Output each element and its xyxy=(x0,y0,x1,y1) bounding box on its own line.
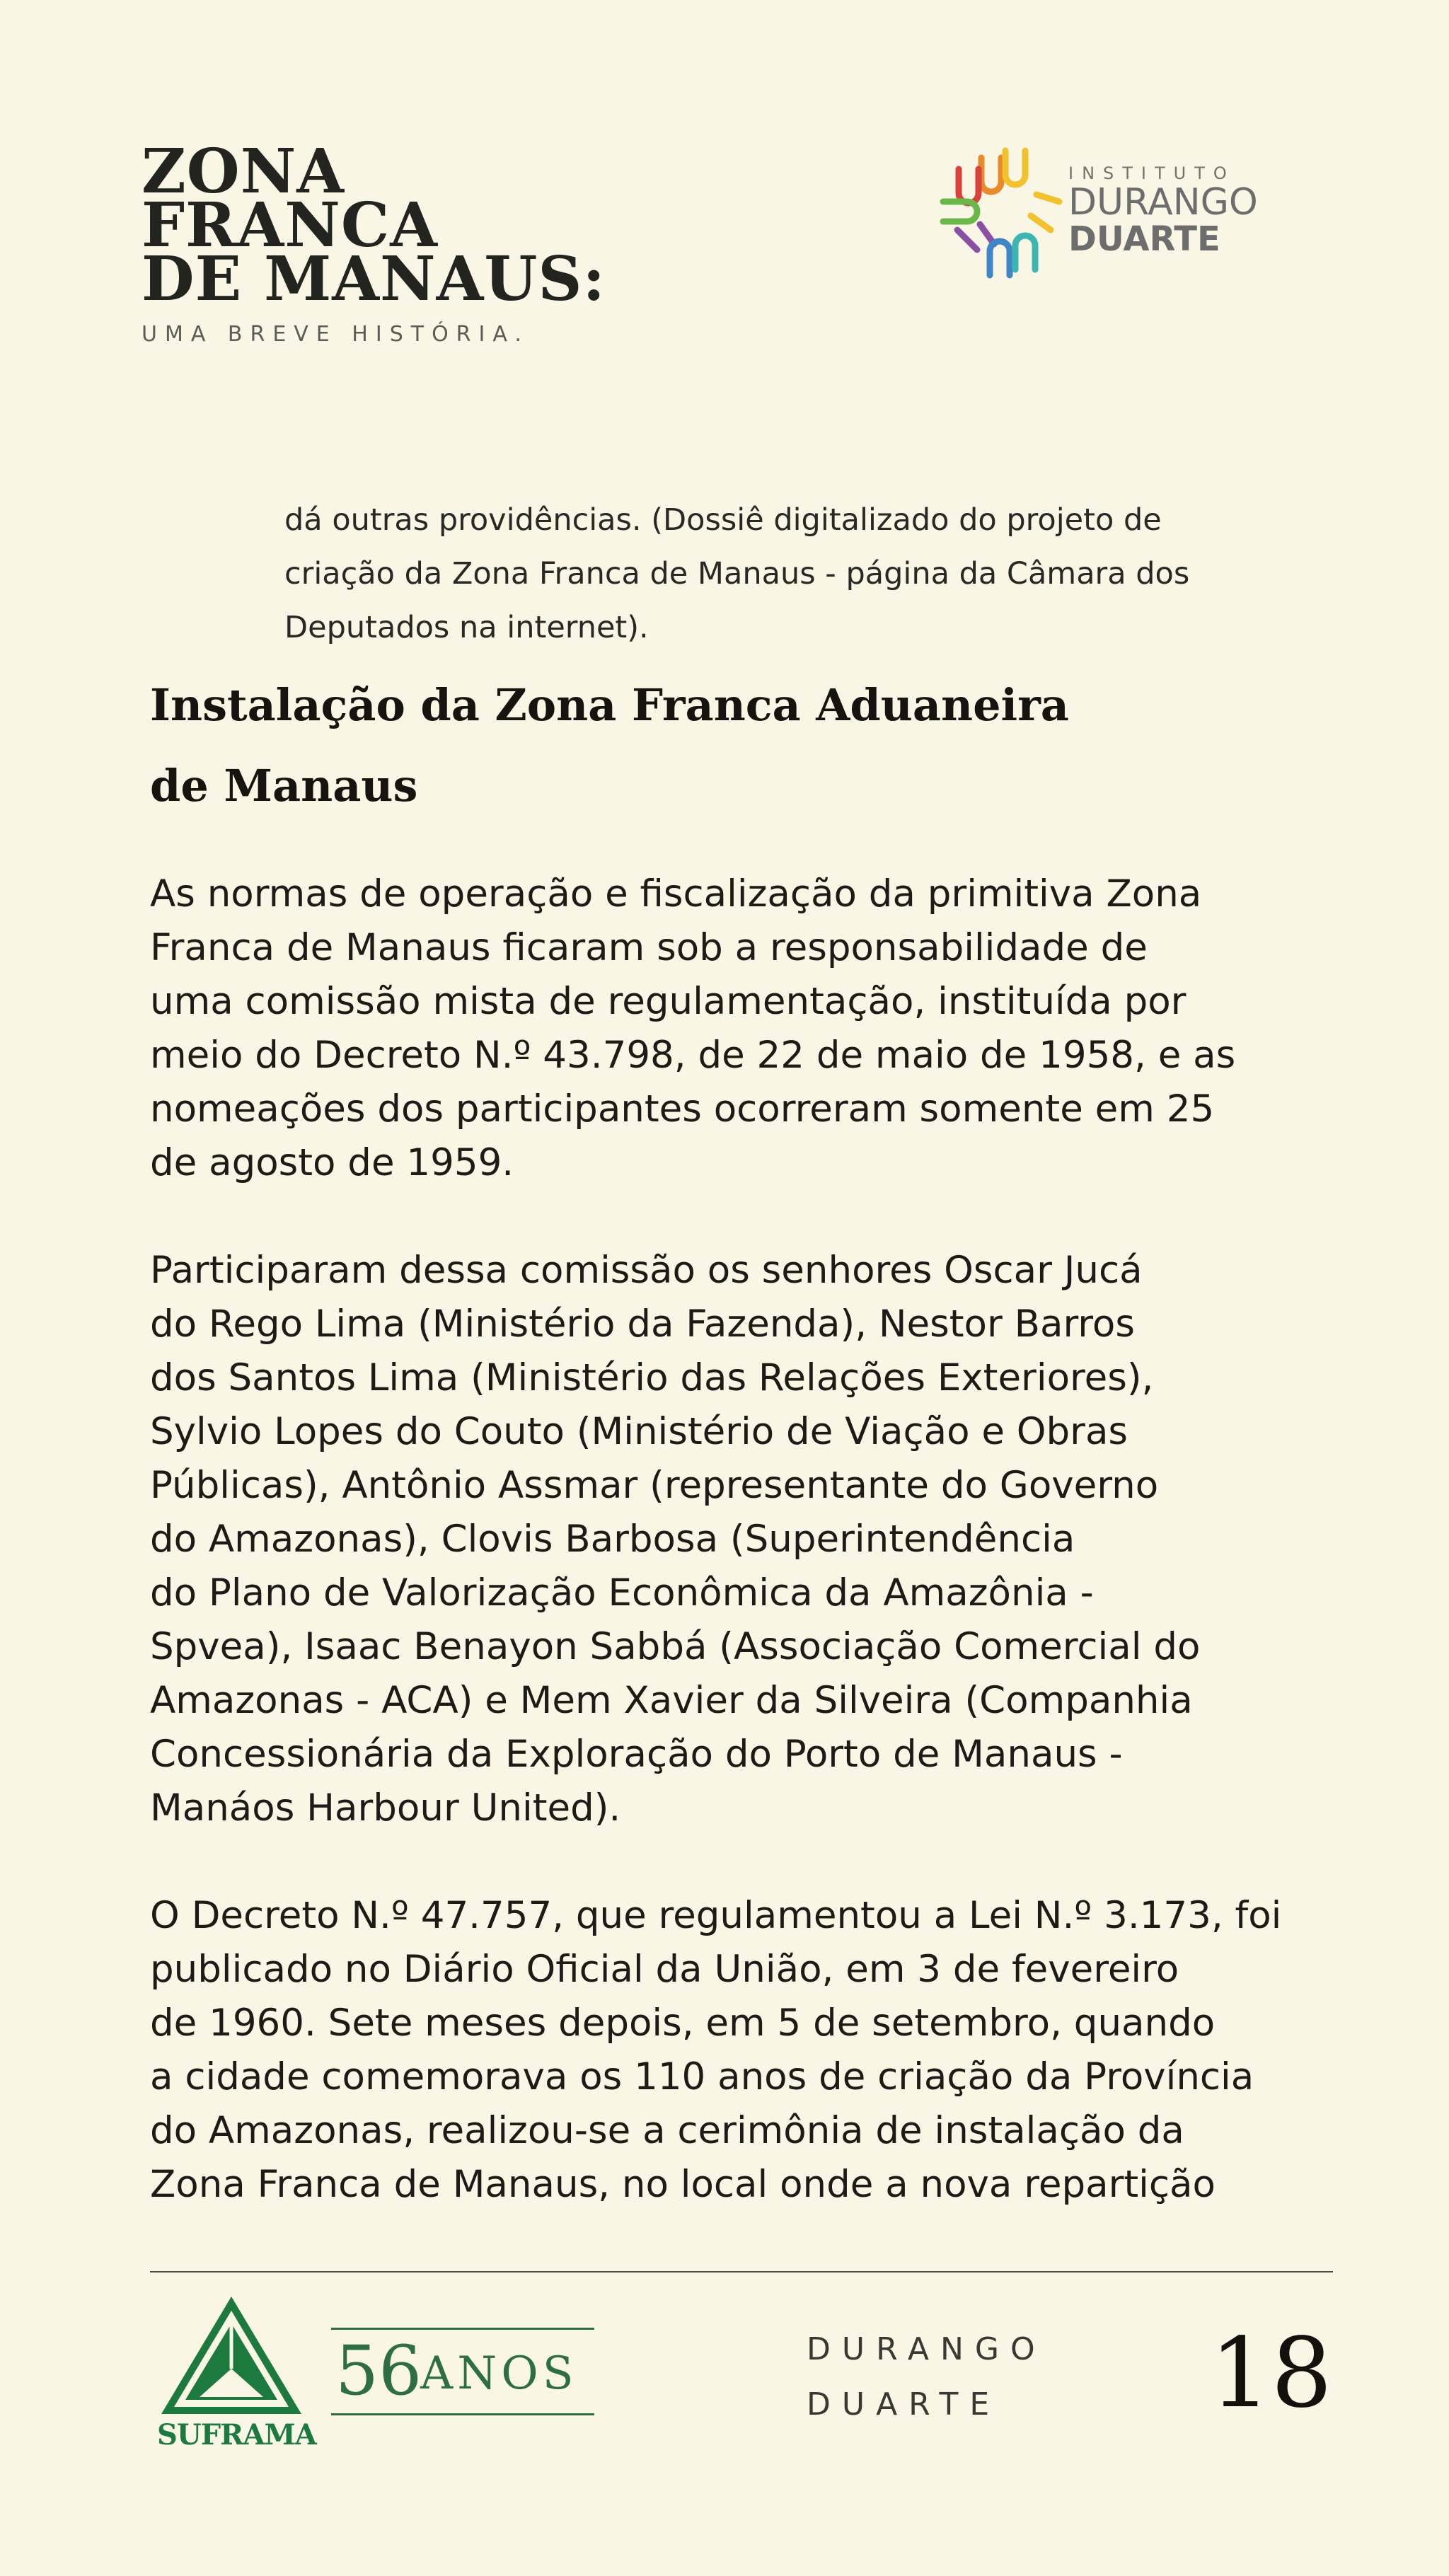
title-line: DE MANAUS: xyxy=(142,243,606,315)
suframa-label: SUFRAMA xyxy=(157,2418,316,2451)
text-line: Amazonas - ACA) e Mem Xavier da Silveira (Companhia xyxy=(150,1679,1193,1722)
text-line: As normas de operação e fiscalização da primitiva Zona xyxy=(150,872,1202,916)
text-line: Franca de Manaus ficaram sob a responsabilidade de xyxy=(150,926,1148,969)
quote-line: criação da Zona Franca de Manaus - página da Câmara dos xyxy=(284,556,1190,591)
paragraph xyxy=(150,1889,1367,2212)
badge-rule xyxy=(331,2328,594,2330)
text-line: Públicas), Antônio Assmar (representante do Governo xyxy=(150,1464,1159,1507)
text-line: do Amazonas, realizou-se a cerimônia de instalação da xyxy=(150,2109,1184,2152)
footer-brand-line: DUARTE xyxy=(807,2386,1001,2422)
text-line: de agosto de 1959. xyxy=(150,1141,514,1184)
anniversary-word: ANOS xyxy=(420,2347,578,2400)
paragraph xyxy=(150,867,1367,1190)
text-line: Concessionária da Exploração do Porto de Manaus - xyxy=(150,1733,1123,1776)
body-text xyxy=(150,867,1367,2265)
text-line: Participaram dessa comissão os senhores Oscar Jucá xyxy=(150,1249,1143,1292)
document-subtitle: UMA BREVE HISTÓRIA. xyxy=(142,322,529,347)
text-line: dos Santos Lima (Ministério das Relações Exteriores), xyxy=(150,1356,1154,1399)
footer-brand-line: DURANGO xyxy=(807,2331,1046,2367)
anniversary-number: 56 xyxy=(335,2331,422,2410)
document-title xyxy=(142,136,606,347)
section-heading-line: Instalação da Zona Franca Aduaneira xyxy=(150,679,1069,731)
text-line: do Plano de Valorização Econômica da Amazônia - xyxy=(150,1571,1094,1615)
text-line: Spvea), Isaac Benayon Sabbá (Associação Comercial do xyxy=(150,1625,1201,1668)
suframa-triangle-icon xyxy=(157,2292,306,2420)
section-heading-line: de Manaus xyxy=(150,760,418,812)
quote-line: dá outras providências. (Dossiê digitalizado do projeto de xyxy=(284,502,1162,538)
text-line: publicado no Diário Oficial da União, em 3 de fevereiro xyxy=(150,1948,1179,1991)
footer-brand xyxy=(807,2322,1046,2432)
institute-label: INSTITUTO xyxy=(1068,163,1235,183)
text-line: do Rego Lima (Ministério da Fazenda), Nestor Barros xyxy=(150,1303,1135,1346)
text-line: do Amazonas), Clovis Barbosa (Superintendência xyxy=(150,1518,1075,1561)
suframa-logo xyxy=(157,2292,316,2455)
institute-name-line: DUARTE xyxy=(1068,219,1220,259)
text-line: Sylvio Lopes do Couto (Ministério de Viação e Obras xyxy=(150,1410,1128,1453)
institute-name xyxy=(1068,163,1258,258)
institute-arcs-icon xyxy=(937,145,1065,287)
footer-divider xyxy=(150,2271,1333,2272)
text-line: meio do Decreto N.º 43.798, de 22 de maio de 1958, e as xyxy=(150,1034,1236,1077)
quote-line: Deputados na internet). xyxy=(284,610,649,645)
text-line: de 1960. Sete meses depois, em 5 de setembro, quando xyxy=(150,2002,1216,2045)
text-line: uma comissão mista de regulamentação, instituída por xyxy=(150,980,1187,1023)
quote-block xyxy=(284,493,1289,654)
institute-logo xyxy=(937,145,1291,287)
title-line: FRANCA xyxy=(142,190,439,261)
title-line: ZONA xyxy=(142,136,345,207)
text-line: Manáos Harbour United). xyxy=(150,1786,621,1830)
section-heading xyxy=(150,665,1353,826)
paragraph xyxy=(150,1244,1367,1835)
anniversary-badge xyxy=(331,2328,594,2415)
text-line: O Decreto N.º 47.757, que regulamentou a Lei N.º 3.173, foi xyxy=(150,1894,1282,1937)
page-number: 18 xyxy=(1209,2318,1332,2430)
text-line: nomeações dos participantes ocorreram somente em 25 xyxy=(150,1087,1215,1131)
institute-name-line: DURANGO xyxy=(1068,181,1258,224)
badge-rule xyxy=(331,2413,594,2415)
text-line: a cidade comemorava os 110 anos de criação da Província xyxy=(150,2055,1254,2098)
text-line: Zona Franca de Manaus, no local onde a nova repartição xyxy=(150,2163,1216,2206)
